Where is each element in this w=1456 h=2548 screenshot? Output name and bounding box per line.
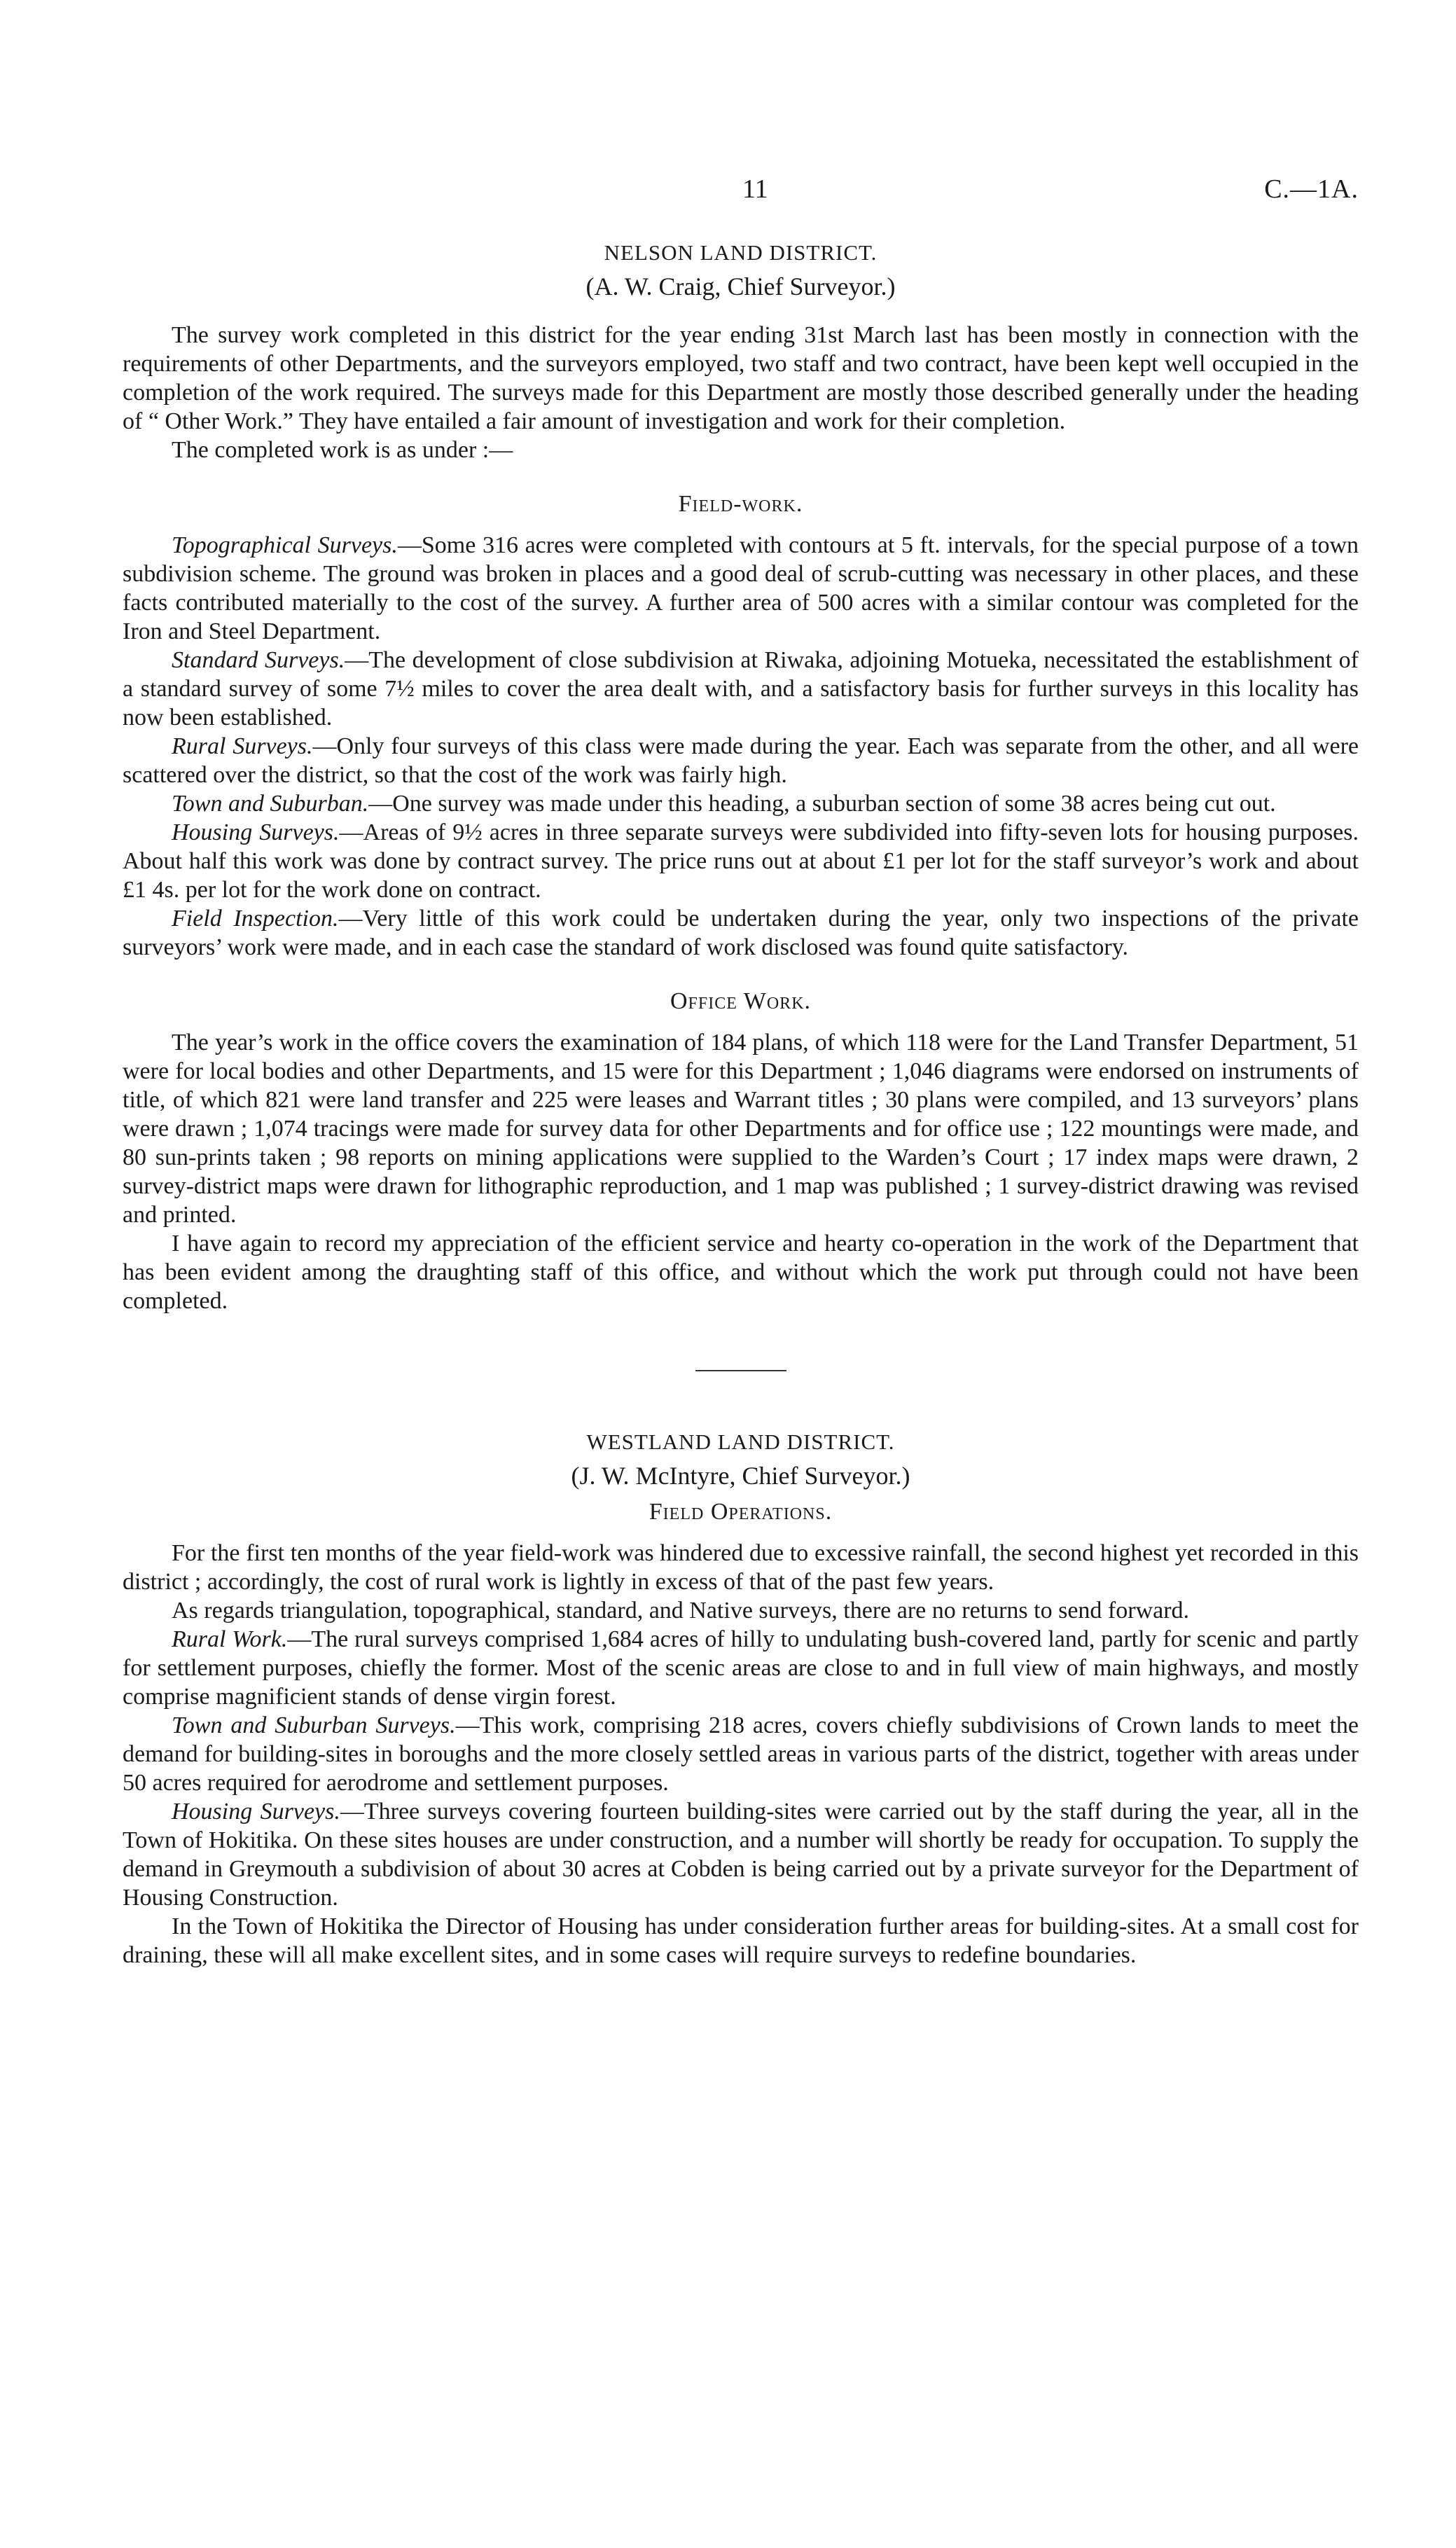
- nelson-rural-text: —Only four surveys of this class were made during the year. Each was separate from the other, and all were scattered over the district, so that the cost of the work was fairly high.: [123, 733, 1359, 788]
- westland-intro-paragraph: For the first ten months of the year field-work was hindered due to excessive rainfall, the second highest yet recorded in this district ; accordingly, the cost of rural work is lightly in excess of that of the past few years.: [123, 1540, 1359, 1595]
- office-work-heading: Office Work.: [670, 988, 812, 1014]
- nelson-rural-label: Rural Surveys.: [172, 733, 313, 759]
- nelson-rural-paragraph: [123, 732, 1359, 789]
- nelson-housing-label: Housing Surveys.: [172, 819, 340, 845]
- field-operations-heading: Field Operations.: [649, 1499, 833, 1525]
- nelson-title: NELSON LAND DISTRICT.: [604, 240, 878, 265]
- page-number: 11: [742, 174, 768, 204]
- inspection-label: Field Inspection.: [172, 906, 339, 932]
- nelson-housing-text: —Areas of 9½ acres in three separate surveys were subdivided into fifty-seven lots for housing purposes. About half this work was done by contract survey. The price runs out at about £1 per lot for the staff surveyor’s work and about £1 4s. per lot for the work done on contract.: [123, 819, 1359, 903]
- section-divider: [695, 1370, 786, 1371]
- standard-paragraph: [123, 646, 1359, 732]
- document-page: [123, 175, 1359, 1969]
- inspection-paragraph: [123, 904, 1359, 962]
- topo-text: —Some 316 acres were completed with contours at 5 ft. intervals, for the special purpose of a town subdivision scheme. The ground was broken in places and a good deal of scrub-cutting was necessary in other places, and these facts contributed materially to the cost of the survey. A further area of 500 acres with a similar contour was completed for the Iron and Steel Department.: [123, 532, 1359, 644]
- westland-town-text: —This work, comprising 218 acres, covers chiefly subdivisions of Crown lands to meet the demand for building-sites in boroughs and the more closely settled areas in various parts of the district, together with areas under 50 acres required for aerodrome and settlement purposes.: [123, 1712, 1359, 1796]
- westland-rural-paragraph: [123, 1625, 1359, 1711]
- nelson-intro-paragraph: The survey work completed in this district for the year ending 31st March last has been mostly in connection with the requirements of other Departments, and the surveyors employed, two staff and two contract, have been kept well occupied in the completion of the work required. The surveys made for this Department are mostly those described generally under the heading of “ Other Work.” They have entailed a fair amount of investigation and work for their completion.: [123, 322, 1359, 434]
- topo-label: Topographical Surveys.: [172, 532, 398, 558]
- westland-housing-paragraph: [123, 1797, 1359, 1912]
- nelson-town-label: Town and Suburban.: [172, 791, 369, 817]
- westland-town-paragraph: [123, 1711, 1359, 1797]
- nelson-fieldwork-heading: Field-work.: [678, 491, 803, 517]
- westland-rural-label: Rural Work.: [172, 1626, 288, 1652]
- nelson-town-text: —One survey was made under this heading, a suburban section of some 38 acres being cut out.: [368, 791, 1276, 817]
- westland-author: (J. W. McIntyre, Chief Surveyor.): [571, 1462, 910, 1490]
- office-work-paragraph: The year’s work in the office covers the examination of 184 plans, of which 118 were for the Land Transfer Department, 51 were for local bodies and other Departments, and 15 were for this Department ; 1,046 diagrams were endorsed on instruments of title, of which 821 were land transfer and 225 were leases and Warrant titles ; 30 plans were compiled, and 13 surveyors’ plans were drawn ; 1,074 tracings were made for survey data for other Departments and for office use ; 122 mountings were made, and 80 sun-prints taken ; 98 reports on mining applications were supplied to the Warden’s Court ; 17 index maps were drawn, 2 survey-district maps were drawn for lithographic reproduction, and 1 map was published ; 1 survey-district drawing was revised and printed.: [123, 1030, 1359, 1228]
- westland-title: WESTLAND LAND DISTRICT.: [586, 1429, 895, 1454]
- westland-housing-label: Housing Surveys.: [172, 1799, 340, 1825]
- westland-housing-text: —Three surveys covering fourteen building-sites were carried out by the staff during the year, all in the Town of Hokitika. On these sites houses are under construction, and a number will shortly be ready for occupation. To supply the demand in Greymouth a subdivision of about 30 acres at Cobden is being carried out by a private surveyor for the Department of Housing Construction.: [123, 1799, 1359, 1911]
- hokitika-paragraph: In the Town of Hokitika the Director of Housing has under consideration further areas for building-sites. At a small cost for draining, these will all make excellent sites, and in some cases will require surveys to redefine boundaries.: [123, 1913, 1359, 1968]
- appreciation-paragraph: I have again to record my appreciation of the efficient service and hearty co-operation in the work of the Department that has been evident among the draughting staff of this office, and without which the work put through could not have been completed.: [123, 1231, 1359, 1314]
- paper-reference: C.—1A.: [1264, 174, 1359, 204]
- topo-paragraph: [123, 531, 1359, 646]
- standard-text: —The development of close subdivision at Riwaka, adjoining Motueka, necessitated the establishment of a standard survey of some 7½ miles to cover the area dealt with, and a satisfactory basis for further surveys in this locality has now been established.: [123, 647, 1359, 731]
- nelson-town-paragraph: [123, 789, 1359, 818]
- inspection-text: —Very little of this work could be undertaken during the year, only two inspections of the private surveyors’ work were made, and in each case the standard of work disclosed was found quite satisfactory.: [123, 906, 1359, 960]
- westland-rural-text: —The rural surveys comprised 1,684 acres of hilly to undulating bush-covered land, partly for scenic and partly for settlement purposes, chiefly the former. Most of the scenic areas are close to and in full view of main highways, and mostly comprise magnificient stands of dense virgin forest.: [123, 1626, 1359, 1710]
- nelson-completed-line: The completed work is as under :—: [172, 437, 513, 463]
- page-header: [123, 175, 1359, 217]
- standard-label: Standard Surveys.: [172, 647, 345, 673]
- westland-regards-paragraph: As regards triangulation, topographical, standard, and Native surveys, there are no returns to send forward.: [172, 1598, 1190, 1623]
- westland-town-label: Town and Suburban Surveys.: [172, 1712, 456, 1738]
- nelson-housing-paragraph: [123, 818, 1359, 904]
- nelson-author: (A. W. Craig, Chief Surveyor.): [585, 272, 896, 300]
